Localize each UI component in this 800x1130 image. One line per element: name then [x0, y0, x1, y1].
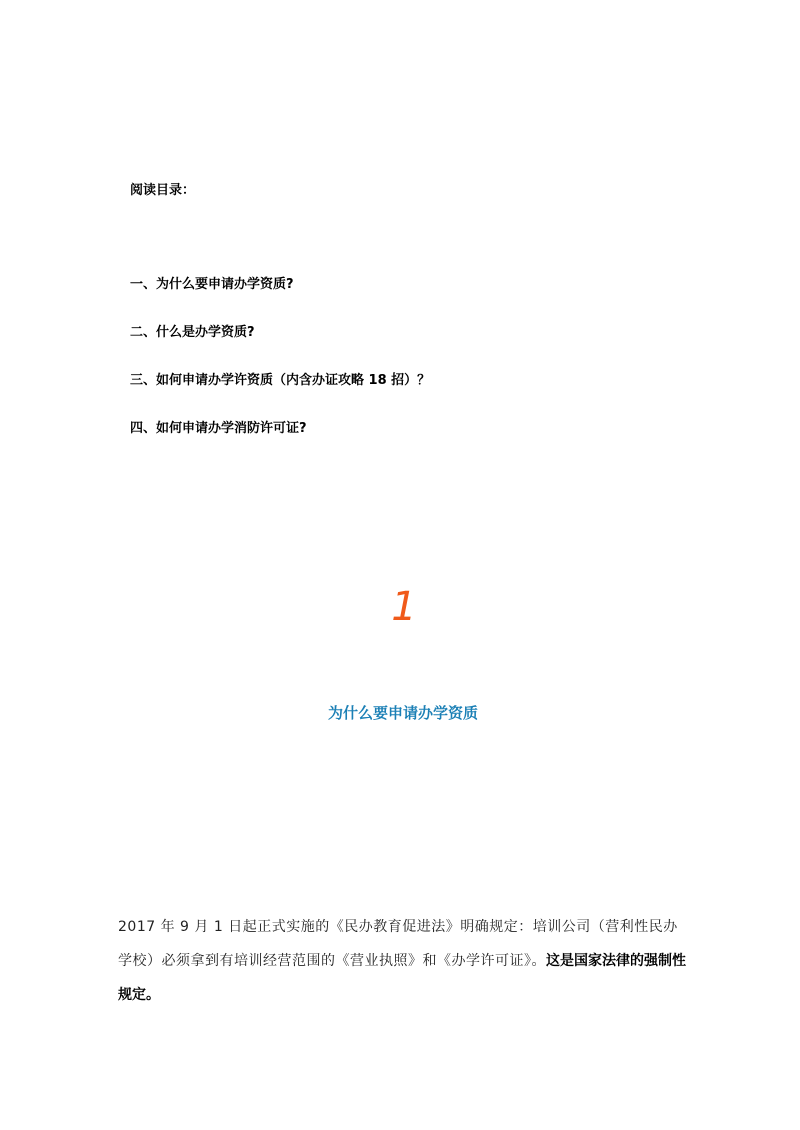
- section-title: 为什么要申请办学资质: [327, 704, 478, 722]
- toc-list: [130, 276, 430, 468]
- body-text: 2017 年 9 月 1 日起正式实施的《民办教育促进法》明确规定：培训公司（营利性民办学校）必须拿到有培训经营范围的《营业执照》和《办学许可证》。: [118, 919, 678, 969]
- toc-item[interactable]: 一、为什么要申请办学资质?: [130, 277, 294, 292]
- toc-item[interactable]: 二、什么是办学资质?: [130, 325, 255, 340]
- body-paragraph: [118, 910, 686, 1012]
- toc-heading: 阅读目录：: [130, 183, 196, 198]
- body-emphasis: 这是国家法律的强制性规定。: [118, 953, 686, 1003]
- section-number: 1: [391, 584, 417, 630]
- toc-item[interactable]: 三、如何申请办学许资质（内含办证攻略 18 招）？: [130, 373, 431, 388]
- toc-item[interactable]: 四、如何申请办学消防许可证?: [130, 421, 307, 436]
